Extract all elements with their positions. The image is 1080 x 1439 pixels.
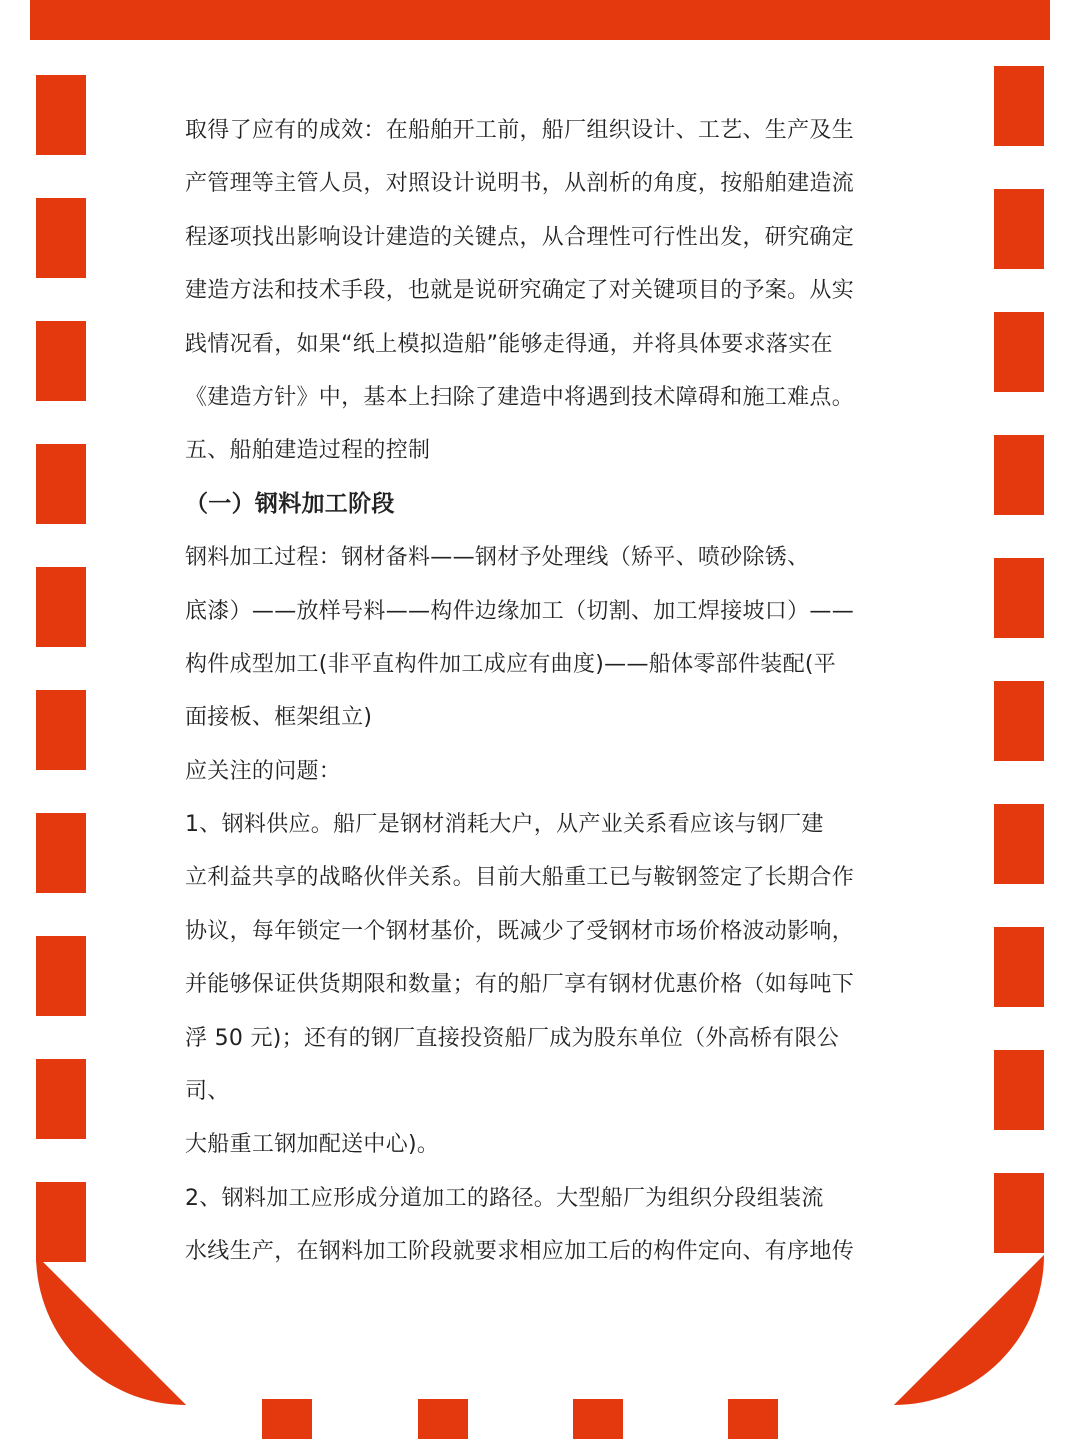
frame-dash-left <box>36 690 86 770</box>
text-line: 产管理等主管人员，对照设计说明书，从剖析的角度，按船舶建造流 <box>185 171 855 197</box>
frame-dash-right <box>994 681 1044 761</box>
text-line: 协议，每年锁定一个钢材基价，既减少了受钢材市场价格波动影响， <box>185 918 855 944</box>
text-line: 浮 50 元)；还有的钢厂直接投资船厂成为股东单位（外高桥有限公 <box>185 1025 840 1051</box>
text-line: 2、钢料加工应形成分道加工的路径。大型船厂为组织分段组装流 <box>185 1185 824 1211</box>
text-line: 1、钢料供应。船厂是钢材消耗大户，从产业关系看应该与钢厂建 <box>185 812 824 838</box>
frame-dash-left <box>36 198 86 278</box>
frame-dash-right <box>994 312 1044 392</box>
section-heading: 五、船舶建造过程的控制 <box>185 438 431 464</box>
frame-dash-right <box>994 927 1044 1007</box>
frame-top-bar <box>30 0 1050 40</box>
frame-dash-left <box>36 444 86 524</box>
frame-dash-right <box>994 435 1044 515</box>
frame-dash-right <box>994 804 1044 884</box>
text-line: 立利益共享的战略伙伴关系。目前大船重工已与鞍钢签定了长期合作 <box>185 865 855 891</box>
text-line: 大船重工钢加配送中心)。 <box>185 1132 440 1158</box>
frame-dash-left <box>36 75 86 155</box>
frame-dash-bottom <box>728 1399 778 1439</box>
frame-corner-bottom-left <box>36 1255 186 1405</box>
text-line: 应关注的问题： <box>185 758 342 784</box>
frame-dash-right <box>994 66 1044 146</box>
frame-dash-left <box>36 321 86 401</box>
text-line: 构件成型加工(非平直构件加工成应有曲度)——船体零部件装配(平 <box>185 651 837 677</box>
text-line: 践情况看，如果“纸上模拟造船”能够走得通，并将具体要求落实在 <box>185 331 833 357</box>
text-line: 钢料加工过程：钢材备料——钢材予处理线（矫平、喷砂除锈、 <box>185 545 810 571</box>
text-line: 并能够保证供货期限和数量；有的船厂享有钢材优惠价格（如每吨下 <box>185 972 855 998</box>
text-line: 司、 <box>185 1079 230 1105</box>
text-line: 程逐项找出影响设计建造的关键点，从合理性可行性出发，研究确定 <box>185 224 855 250</box>
frame-dash-bottom <box>418 1399 468 1439</box>
text-line: 取得了应有的成效：在船舶开工前，船厂组织设计、工艺、生产及生 <box>185 118 855 143</box>
frame-dash-right <box>994 189 1044 269</box>
subsection-heading: （一）钢料加工阶段 <box>185 490 395 517</box>
frame-dash-bottom <box>573 1399 623 1439</box>
frame-dash-left <box>36 813 86 893</box>
text-line: 《建造方针》中，基本上扫除了建造中将遇到技术障碍和施工难点。 <box>185 384 855 410</box>
document-body <box>185 104 965 1279</box>
text-line: 水线生产，在钢料加工阶段就要求相应加工后的构件定向、有序地传 <box>185 1239 855 1265</box>
frame-dash-left <box>36 936 86 1016</box>
frame-dash-left <box>36 1059 86 1139</box>
frame-dash-left <box>36 567 86 647</box>
frame-dash-left <box>36 1182 86 1262</box>
text-line: 面接板、框架组立) <box>185 705 373 731</box>
frame-dash-right <box>994 1173 1044 1253</box>
frame-dash-bottom <box>262 1399 312 1439</box>
frame-dash-right <box>994 1050 1044 1130</box>
text-line: 建造方法和技术手段，也就是说研究确定了对关键项目的予案。从实 <box>185 278 855 304</box>
text-line: 底漆）——放样号料——构件边缘加工（切割、加工焊接坡口）—— <box>185 598 855 624</box>
frame-dash-right <box>994 558 1044 638</box>
